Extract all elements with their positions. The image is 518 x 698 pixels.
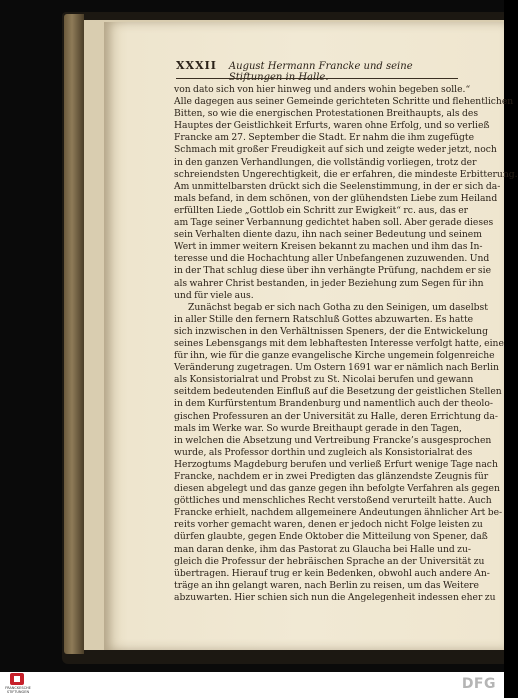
text-line: von dato sich von hier hinweg und anders wohin begeben solle.“ — [174, 84, 471, 95]
dfg-logo: DFG — [461, 676, 496, 692]
text-line: mals im Werke war. So wurde Breithaupt gerade in den Tagen, — [174, 422, 462, 434]
page-number: XXXII — [176, 59, 217, 72]
text-line: seines Lebensgangs mit dem lebhaftesten Interesse verfolgt hatte, eine — [174, 337, 504, 349]
text-line: Zunächst begab er sich nach Gotha zu den Seinigen, um daselbst — [188, 301, 488, 313]
text-line: mals befand, in dem schönen, von der glühendsten Liebe zum Heiland — [174, 192, 498, 204]
text-line: Herzogtums Magdeburg berufen und verließ Erfurt wenige Tage nach — [174, 458, 498, 470]
text-line: wurde, als Professor dorthin und zugleich als Konsistorialrat des — [174, 446, 473, 458]
text-line: Bitten, so wie die energischen Protestationen Breithaupts, als des — [174, 108, 479, 120]
text-line: teresse und die Hochachtung aller Unbefangenen zuzuwenden. Und — [174, 253, 490, 265]
text-line: gischen Professuren an der Universität zu Halle, deren Errichtung da- — [174, 410, 498, 422]
book-spine — [64, 14, 84, 654]
header-rule — [176, 78, 458, 79]
text-line: in aller Stille den fernern Ratschluß Gottes abzuwarten. Es hatte — [174, 313, 474, 325]
text-line: sein Verhalten diente dazu, ihn nach seiner Bedeutung und seinem — [174, 229, 482, 241]
text-line: Wert in immer weitern Kreisen bekannt zu machen und ihm das In- — [174, 241, 483, 253]
text-line: reits vorher gemacht waren, denen er jedoch nicht Folge leisten zu — [174, 519, 483, 531]
text-line: übertragen. Hierauf trug er kein Bedenken, obwohl auch andere An- — [174, 567, 490, 579]
text-line: gleich die Professur der hebräischen Sprache an der Universität zu — [174, 555, 485, 567]
text-line: in der That schlug diese über ihn verhängte Prüfung, nachdem er sie — [174, 265, 492, 277]
text-line: in den ganzen Verhandlungen, die vollständig vorliegen, trotz der — [174, 156, 477, 168]
running-head: August Hermann Francke und seine — [228, 61, 413, 72]
text-line: Hauptes der Geistlichkeit Erfurts, waren ohne Erfolg, und so verließ — [174, 120, 490, 132]
francke-logo-icon — [10, 673, 24, 685]
text-line: Veränderung zugetragen. Um Ostern 1691 war er nämlich nach Berlin — [174, 362, 499, 374]
text-line: am Tage seiner Verbannung gedichtet haben soll. Aber gerade dieses — [174, 217, 494, 229]
text-line: göttliches und menschliches Recht verstoßend verurteilt hatte. Auch — [174, 495, 492, 507]
text-line: für ihn, wie für die ganze evangelische Kirche ungemein folgenreiche — [174, 350, 495, 362]
text-line: sich inzwischen in den Verhältnissen Speners, der die Entwickelung — [174, 325, 488, 337]
text-line: Am unmittelbarsten drückt sich die Seelenstimmung, in der er sich da- — [174, 180, 501, 192]
text-line: abzuwarten. Hier schien sich nun die Angelegenheit indessen eher zu — [174, 591, 496, 603]
text-line: träge an ihn gelangt waren, nach Berlin zu reisen, um das Weitere — [174, 579, 479, 591]
text-line: in dem Kurfürstentum Brandenburg und namentlich auch der theolo- — [174, 398, 493, 410]
francke-logo-caption: FRANCKESCHE STIFTUNGEN — [5, 686, 31, 694]
text-line: Francke, nachdem er in zwei Predigten das glänzendste Zeugnis für — [174, 471, 489, 482]
text-line: Francke am 27. September die Stadt. Er nahm die ihm zugefügte — [174, 132, 475, 144]
francke-stiftungen-logo — [4, 673, 32, 697]
text-line: schreiendsten Ungerechtigkeit, die er erfahren, die mindeste Erbitterung. — [174, 168, 518, 180]
page-header — [176, 59, 458, 77]
text-line: man daran denke, ihm das Pastorat zu Glaucha bei Halle und zu- — [174, 543, 472, 555]
text-line: Francke erhielt, nachdem allgemeinere Andeutungen ähnlicher Art be- — [174, 507, 503, 519]
text-line: Alle dagegen aus seiner Gemeinde gerichteten Schritte und flehentlichen — [174, 96, 514, 108]
text-line: diesen abgelegt und das ganze gegen ihn befolgte Verfahren als gegen — [174, 483, 500, 495]
text-line: Schmach mit großer Freudigkeit auf sich und zeigte weder jetzt, noch — [174, 144, 497, 156]
body-text — [174, 84, 518, 604]
text-line: dürfen glaubte, gegen Ende Oktober die Mitteilung von Spener, daß — [174, 531, 488, 543]
text-line: in welchen die Absetzung und Vertreibung Francke’s ausgesprochen — [174, 434, 492, 446]
text-line: als Konsistorialrat und Probst zu St. Nicolai berufen und gewann — [174, 374, 474, 386]
viewer-footer — [0, 672, 504, 698]
text-line: seitdem bedeutenden Einfluß auf die Besetzung der geistlichen Stellen — [174, 386, 502, 398]
text-line: erfüllten Liede „Gottlob ein Schritt zur Ewigkeit“ rc. aus, das er — [174, 204, 469, 216]
text-line: als wahrer Christ bestanden, in jeder Beziehung zum Segen für ihn — [174, 277, 484, 289]
text-line: und für viele aus. — [174, 289, 254, 301]
